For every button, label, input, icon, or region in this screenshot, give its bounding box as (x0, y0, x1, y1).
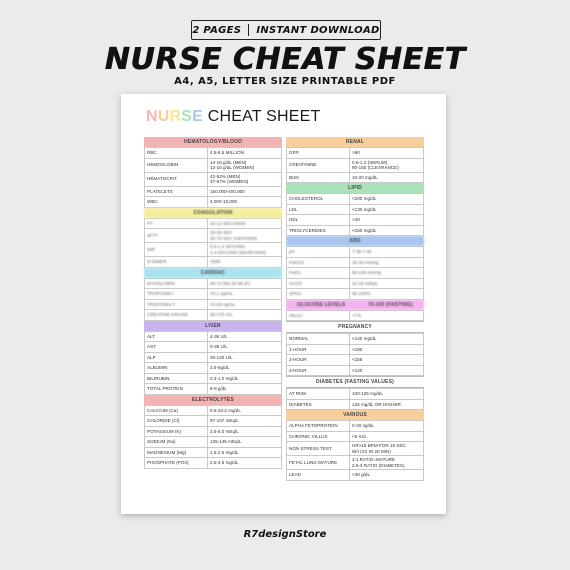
test-value: >90 (350, 148, 424, 159)
test-value: HR>15 BPM FOR 15 SEC W/I (X2 IN 20 MIN) (350, 442, 424, 456)
section-header-abg: ABG (286, 236, 424, 246)
table-row (287, 334, 424, 345)
test-name: GFR (287, 148, 350, 159)
test-value: <200 mg/dL (350, 194, 424, 205)
test-name: PT (145, 218, 208, 229)
test-name: BILIRUBIN (145, 373, 208, 384)
test-name: aPTT (145, 229, 208, 243)
table-pregnancy (286, 333, 424, 376)
table-liver (144, 331, 282, 395)
table-row (287, 158, 424, 172)
title-letter: S (181, 108, 193, 125)
test-value: 135-145 mEq/L (208, 437, 282, 448)
table-row (287, 456, 424, 470)
section-header-hematology-blood: HEMATOLOGY/BLOOD (144, 137, 282, 147)
table-row (145, 373, 282, 384)
section-header-lipid: LIPID (286, 183, 424, 193)
table-row (287, 268, 424, 279)
test-value: 2.5-4.5 mg/dL (208, 458, 282, 469)
badge-pages: 2 PAGES (192, 24, 242, 36)
test-name: POTASSIUM (K) (145, 426, 208, 437)
test-value: 6-8 g/dL (208, 384, 282, 395)
sheet-title-rest: CHEAT SHEET (203, 108, 321, 125)
test-value: 10-20 mg/dL (350, 172, 424, 183)
test-name: NON STRESS TEST (287, 442, 350, 456)
test-value: 0.9-1.2 SECOND 2-3 SECOND (WARFARIN) (208, 243, 282, 257)
badge-divider (248, 24, 249, 36)
section-title: GLUCOSE LEVELS (297, 301, 346, 308)
test-name: INR (145, 243, 208, 257)
test-value: 0.3-1.0 mg/dL (208, 373, 282, 384)
test-value: 4-36 U/L (208, 331, 282, 342)
test-name: CHRONIC VILLUS (287, 431, 350, 442)
table-row (145, 310, 282, 321)
page-title: NURSE CHEAT SHEET (104, 42, 466, 77)
left-column (144, 137, 282, 469)
table-row (145, 416, 282, 427)
table-row (287, 421, 424, 432)
test-value: 95-100% (350, 289, 424, 300)
test-name: LDL (287, 204, 350, 215)
test-value: 30-170 U/L (208, 310, 282, 321)
test-name: TROPONIN I (145, 289, 208, 300)
test-name: TRIGLYCERIDES (287, 225, 350, 236)
title-letter: R (169, 108, 182, 125)
table-row (287, 257, 424, 268)
test-name: NORMAL (287, 334, 350, 345)
table-row (287, 289, 424, 300)
table-various (286, 420, 424, 481)
section-header-glucose-levels (286, 300, 424, 310)
test-value: 10-12 SECONDS (208, 218, 282, 229)
test-name: CALCIUM (Ca) (145, 405, 208, 416)
title-letter: E (192, 108, 204, 125)
test-name: AST (145, 342, 208, 353)
section-header-cardiac: CARDIAC (144, 268, 282, 278)
test-value: 150,000-400,000 (208, 186, 282, 197)
test-value: 97-107 mEq/L (208, 416, 282, 427)
test-value: 30-120 U/L (208, 352, 282, 363)
test-value: 2:1 RATIO=MATURE 2.5-3 RATIO (DIABETES) (350, 456, 424, 470)
test-name: ALPHA FETOPROTEIN (287, 421, 350, 432)
table-row (145, 172, 282, 186)
test-value: 0-20 ng/dL (350, 421, 424, 432)
table-row (287, 355, 424, 366)
table-row (145, 229, 282, 243)
title-letter: N (146, 108, 158, 125)
test-name: AT RISK (287, 389, 350, 400)
right-column (286, 137, 424, 481)
table-glucose-levels (286, 310, 424, 322)
table-row (145, 447, 282, 458)
test-name: CREATININE (287, 158, 350, 172)
table-row (145, 158, 282, 172)
table-row (145, 257, 282, 268)
table-row (287, 389, 424, 400)
test-name: WBC (145, 197, 208, 208)
test-value: <140 mg/dL (350, 334, 424, 345)
test-name: 3-HOUR (287, 365, 350, 376)
table-row (145, 363, 282, 374)
test-name: LEAD (287, 470, 350, 481)
table-row (287, 310, 424, 321)
test-name: TROPONIN T (145, 299, 208, 310)
test-name: SPO2 (287, 289, 350, 300)
table-row (145, 384, 282, 395)
table-row (145, 218, 282, 229)
table-hematology-blood (144, 147, 282, 208)
table-row (287, 225, 424, 236)
test-name: PaCO2 (287, 257, 350, 268)
table-row (287, 399, 424, 410)
test-name: TOTAL PROTEIN (145, 384, 208, 395)
table-renal (286, 147, 424, 183)
test-value: 3.5-5.0 mEq/L (208, 426, 282, 437)
test-name: ALT (145, 331, 208, 342)
test-value: 22-26 mEq/L (350, 278, 424, 289)
test-value: <0.1 ng/mL (208, 289, 282, 300)
test-name: DIABETES (287, 399, 350, 410)
test-name: PLATELETS (145, 186, 208, 197)
table-row (287, 442, 424, 456)
test-value: >40 (350, 215, 424, 226)
test-value: 126 mg/dL OR HIGHER (350, 399, 424, 410)
test-name: BUN (287, 172, 350, 183)
test-name: HEMATOCRIT (145, 172, 208, 186)
table-row (145, 458, 282, 469)
test-value: 3.5-5g/dL (208, 363, 282, 374)
test-name: HDL (287, 215, 350, 226)
test-value: 42-52% (MEN) 37-57% (WOMEN) (208, 172, 282, 186)
test-value: <130 mg/dL (350, 204, 424, 215)
test-name: CHLORIDE (Cl) (145, 416, 208, 427)
table-row (287, 278, 424, 289)
table-row (287, 247, 424, 258)
test-name: MYOGLOBIN (145, 278, 208, 289)
table-row (287, 344, 424, 355)
test-value: 0-35 U/L (208, 342, 282, 353)
test-name: CREATINE KINASE (145, 310, 208, 321)
test-name: HEMOGLOBIN (145, 158, 208, 172)
table-cardiac (144, 278, 282, 321)
table-row (145, 352, 282, 363)
table-row (145, 289, 282, 300)
test-name: HbA1c (287, 310, 350, 321)
test-value: 35-45 mmHg (350, 257, 424, 268)
test-value: <180 (350, 344, 424, 355)
test-value: 14-18 g/dL (MEN) 12-16 g/dL (WOMEN) (208, 158, 282, 172)
sheet-title-rainbow (146, 108, 203, 125)
test-value: 100-125 mg/dL (350, 389, 424, 400)
test-value: <155 (350, 355, 424, 366)
cheat-sheet-preview (121, 94, 446, 514)
test-name: pH (287, 247, 350, 258)
table-coagulation (144, 218, 282, 268)
table-row (287, 365, 424, 376)
table-row (145, 426, 282, 437)
table-row (287, 204, 424, 215)
section-inline-value: 70-100 (FASTING) (367, 301, 413, 308)
test-name: PHOSPHATE (PO4) (145, 458, 208, 469)
table-row (145, 299, 282, 310)
table-row (287, 431, 424, 442)
test-name: ALP (145, 352, 208, 363)
test-name: HCO3 (287, 278, 350, 289)
test-value: <40 g/dL (350, 470, 424, 481)
section-header-diabetes-fasting-values: DIABETES (FASTING VALUES) (286, 376, 424, 388)
test-value: 8.6-10.2 mg/dL (208, 405, 282, 416)
badge-download: INSTANT DOWNLOAD (256, 24, 380, 36)
table-abg (286, 246, 424, 300)
table-diabetes-fasting-values (286, 388, 424, 410)
test-name: ALBUMIN (145, 363, 208, 374)
section-header-electrolytes: ELECTROLYTES (144, 395, 282, 405)
table-row (145, 331, 282, 342)
test-value: <0.05 ng/mL (208, 299, 282, 310)
page-subtitle: A4, A5, LETTER SIZE PRINTABLE PDF (174, 76, 396, 87)
test-value: 7.35-7.45 (350, 247, 424, 258)
section-header-renal: RENAL (286, 137, 424, 147)
table-row (287, 172, 424, 183)
table-row (287, 148, 424, 159)
table-row (145, 243, 282, 257)
test-name: SODIUM (Na) (145, 437, 208, 448)
table-lipid (286, 193, 424, 236)
title-letter: U (157, 108, 170, 125)
test-name: FETAL LUNG MATURE (287, 456, 350, 470)
test-value: <140 (350, 365, 424, 376)
test-value: <150 mg/dL (350, 225, 424, 236)
test-value: 1.5-2.5 mg/dL (208, 447, 282, 458)
test-name: CHOLESTEROL (287, 194, 350, 205)
table-row (145, 405, 282, 416)
test-value: 80-100 mmHg (350, 268, 424, 279)
test-value: <500 (208, 257, 282, 268)
test-value: <7% (350, 310, 424, 321)
test-name: 2-HOUR (287, 355, 350, 366)
test-value: <5 IU/L (350, 431, 424, 442)
table-row (287, 194, 424, 205)
table-row (145, 197, 282, 208)
table-row (287, 215, 424, 226)
test-value: 4,000-10,000 (208, 197, 282, 208)
sheet-title (146, 108, 320, 126)
table-row (145, 148, 282, 159)
table-row (145, 186, 282, 197)
section-header-pregnancy: PREGNANCY (286, 321, 424, 333)
test-name: D-DIMER (145, 257, 208, 268)
table-row (145, 342, 282, 353)
test-value: 28-72 (M) 25-58 (F) (208, 278, 282, 289)
section-header-various: VARIOUS (286, 410, 424, 420)
section-header-liver: LIVER (144, 321, 282, 331)
test-name: MAGNESIUM (Mg) (145, 447, 208, 458)
table-row (287, 470, 424, 481)
table-electrolytes (144, 405, 282, 469)
product-badge (191, 20, 381, 40)
table-row (145, 278, 282, 289)
test-name: PaO2 (287, 268, 350, 279)
test-value: 4.5-5.5 MILLION (208, 148, 282, 159)
store-name: R7designStore (243, 529, 327, 540)
test-name: 1-HOUR (287, 344, 350, 355)
test-value: 25-35 SEC 30-70 SEC (HEPARIN) (208, 229, 282, 243)
test-value: 0.6-1.2 (SERUM) 90-150 (CLEARANCE) (350, 158, 424, 172)
table-row (145, 437, 282, 448)
section-header-coagulation: COAGULATION (144, 208, 282, 218)
test-name: RBC (145, 148, 208, 159)
